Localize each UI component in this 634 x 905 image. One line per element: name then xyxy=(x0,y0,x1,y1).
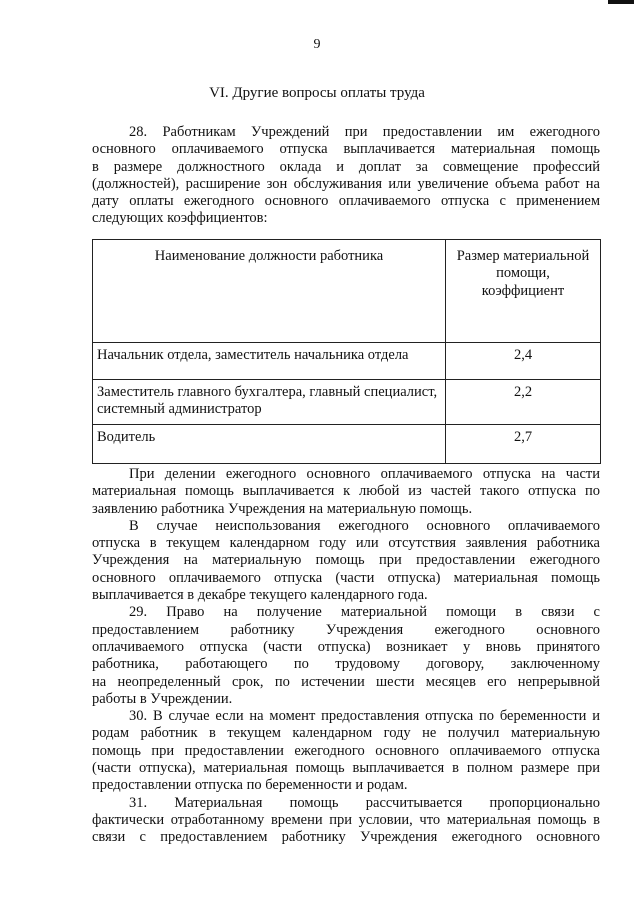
text-line: При делении ежегодного основного оплачиваемого отпуска на части xyxy=(129,466,600,482)
text-line: выплачивается в декабре текущего календарного года. xyxy=(92,587,428,604)
table-header-row xyxy=(93,240,601,343)
table-row xyxy=(93,425,601,464)
body-text xyxy=(92,466,600,847)
scan-corner-mark xyxy=(608,0,634,4)
header-coef-line: помощи, xyxy=(496,265,550,282)
position-cell: Заместитель главного бухгалтера, главный специалист, системный администратор xyxy=(93,380,446,425)
page-number: 9 xyxy=(313,37,321,52)
text-line: основного оплачиваемого отпуска (части отпуска) материальная помощь xyxy=(92,569,600,586)
text-line: отпуска в текущем календарном году или отсутствия заявления работника xyxy=(92,535,600,552)
text-line: в размере должностного оклада и доплат за совмещение профессий xyxy=(92,158,600,175)
clause-30 xyxy=(92,708,600,794)
text-line: фактически отработанному времени при условии, что материальная помощь в xyxy=(92,811,600,828)
position-cell: Водитель xyxy=(93,425,446,464)
text-line: (части отпуска), материальная помощь выплачивается в полном размере при xyxy=(92,760,600,777)
text-line: В случае неиспользования ежегодного основного оплачиваемого xyxy=(129,517,600,534)
text-line: основного оплачиваемого отпуска выплачивается материальная помощь xyxy=(92,141,600,158)
table-row xyxy=(93,380,601,425)
text-line: предоставлении отпуска по беременности и родам. xyxy=(92,777,408,794)
coef-cell: 2,7 xyxy=(446,425,601,464)
text-line: 31. Материальная помощь рассчитывается пропорционально xyxy=(129,794,600,811)
text-line: предоставлением работнику Учреждения ежегодного основного xyxy=(92,621,600,638)
paragraph-split-leave xyxy=(92,466,600,518)
text-line: оплачиваемого отпуска (части отпуска) возникает у вновь принятого xyxy=(92,638,600,655)
coef-cell: 2,4 xyxy=(446,343,601,380)
clause-28 xyxy=(92,124,600,228)
text-line: работника, работающего по трудовому договору, заключенному xyxy=(92,656,600,673)
table-row xyxy=(93,343,601,380)
text-line: 30. В случае если на момент предоставления отпуска по беременности и xyxy=(129,708,600,725)
header-position-label: Наименование должности работника xyxy=(154,248,384,264)
text-line: связи с предоставлением работнику Учреждения ежегодного основного xyxy=(92,829,600,846)
paragraph-unused-leave xyxy=(92,518,600,604)
text-line: родам работник в текущем календарном году не получил материальную xyxy=(92,725,600,742)
header-coefficient xyxy=(446,240,601,343)
text-line: дату оплаты ежегодного основного оплачиваемого отпуска с применением xyxy=(92,193,600,210)
text-line: заявлению работника Учреждения на материальную помощь. xyxy=(92,500,473,517)
position-cell: Начальник отдела, заместитель начальника отдела xyxy=(93,343,446,380)
section-title: VI. Другие вопросы оплаты труда xyxy=(209,85,425,101)
text-line: материальная помощь выплачивается к любой из частей такого отпуска по xyxy=(92,483,600,500)
text-line: Учреждения на материальную помощь при предоставлении ежегодного xyxy=(92,552,600,569)
text-line: работы в Учреждении. xyxy=(92,690,233,707)
coefficient-table xyxy=(92,239,601,464)
text-line: 28. Работникам Учреждений при предоставлении им ежегодного xyxy=(129,124,600,140)
text-line: (должностей), расширение зон обслуживания или увеличение объема работ на xyxy=(92,175,600,192)
clause-29 xyxy=(92,604,600,708)
clause-31 xyxy=(92,795,600,847)
text-line: 29. Право на получение материальной помощи в связи с xyxy=(129,604,600,621)
header-position xyxy=(93,240,446,343)
text-line: помощь при предоставлении ежегодного основного оплачиваемого отпуска xyxy=(92,742,600,759)
text-line: на неопределенный срок, по истечении шести месяцев его непрерывной xyxy=(92,673,600,690)
header-coef-line: коэффициент xyxy=(481,282,565,299)
header-coef-line: Размер материальной xyxy=(456,248,590,264)
coef-cell: 2,2 xyxy=(446,380,601,425)
text-line: следующих коэффициентов: xyxy=(92,210,268,227)
